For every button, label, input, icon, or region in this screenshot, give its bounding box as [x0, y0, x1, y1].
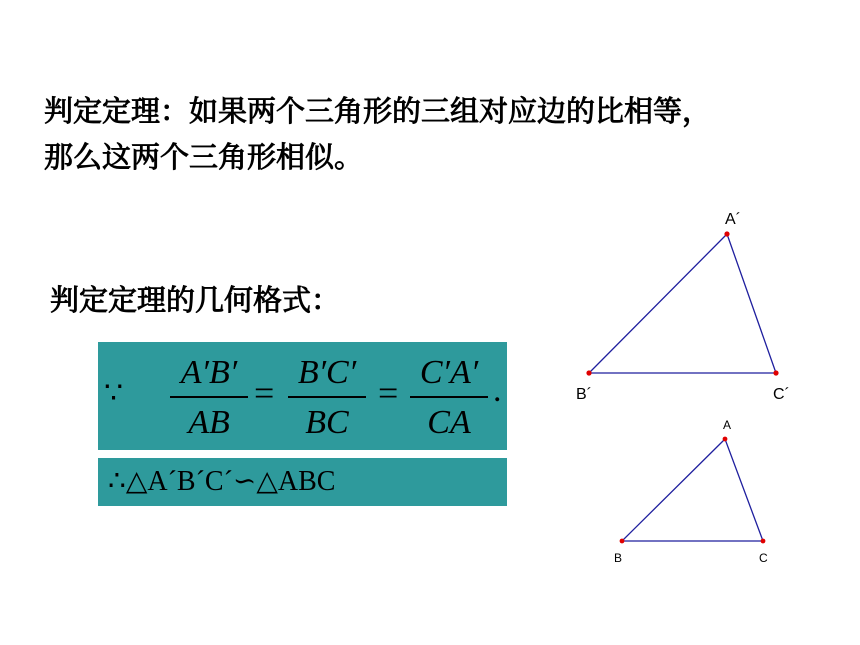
point-b-prime [586, 370, 591, 375]
conclusion-text: ∴△A´B´C´∽△ABC [108, 466, 336, 497]
point-c [761, 539, 766, 544]
triangle-large-outline [589, 234, 776, 373]
label-c-prime: C´ [773, 386, 790, 403]
fraction-2-numerator: B′C′ [297, 354, 357, 391]
label-a-prime: A´ [725, 211, 741, 228]
point-c-prime [773, 370, 778, 375]
equals-sign-1: = [254, 373, 275, 413]
label-c: C [759, 551, 768, 565]
triangle-small-outline [622, 439, 763, 541]
because-symbol: ∵ [104, 377, 124, 410]
theorem-line-1: 判定定理：如果两个三角形的三组对应边的比相等， [44, 94, 712, 128]
triangle-large [576, 211, 790, 403]
triangle-small [614, 418, 768, 565]
period: . [493, 372, 502, 409]
fraction-1-denominator: AB [188, 404, 230, 441]
theorem-line-2: 那么这两个三角形相似。 [44, 140, 364, 174]
fraction-2-denominator: BC [305, 404, 349, 441]
equals-sign-2: = [378, 373, 399, 413]
point-a-prime [724, 231, 729, 236]
label-a: A [723, 418, 732, 432]
point-a [723, 437, 728, 442]
point-b [620, 539, 625, 544]
fraction-1-numerator: A′B′ [180, 354, 238, 391]
fraction-3-denominator: CA [427, 404, 471, 441]
fraction-3-numerator: C′A′ [419, 354, 479, 391]
label-b: B [614, 551, 623, 565]
label-b-prime: B´ [576, 386, 592, 403]
format-heading: 判定定理的几何格式： [50, 283, 341, 317]
